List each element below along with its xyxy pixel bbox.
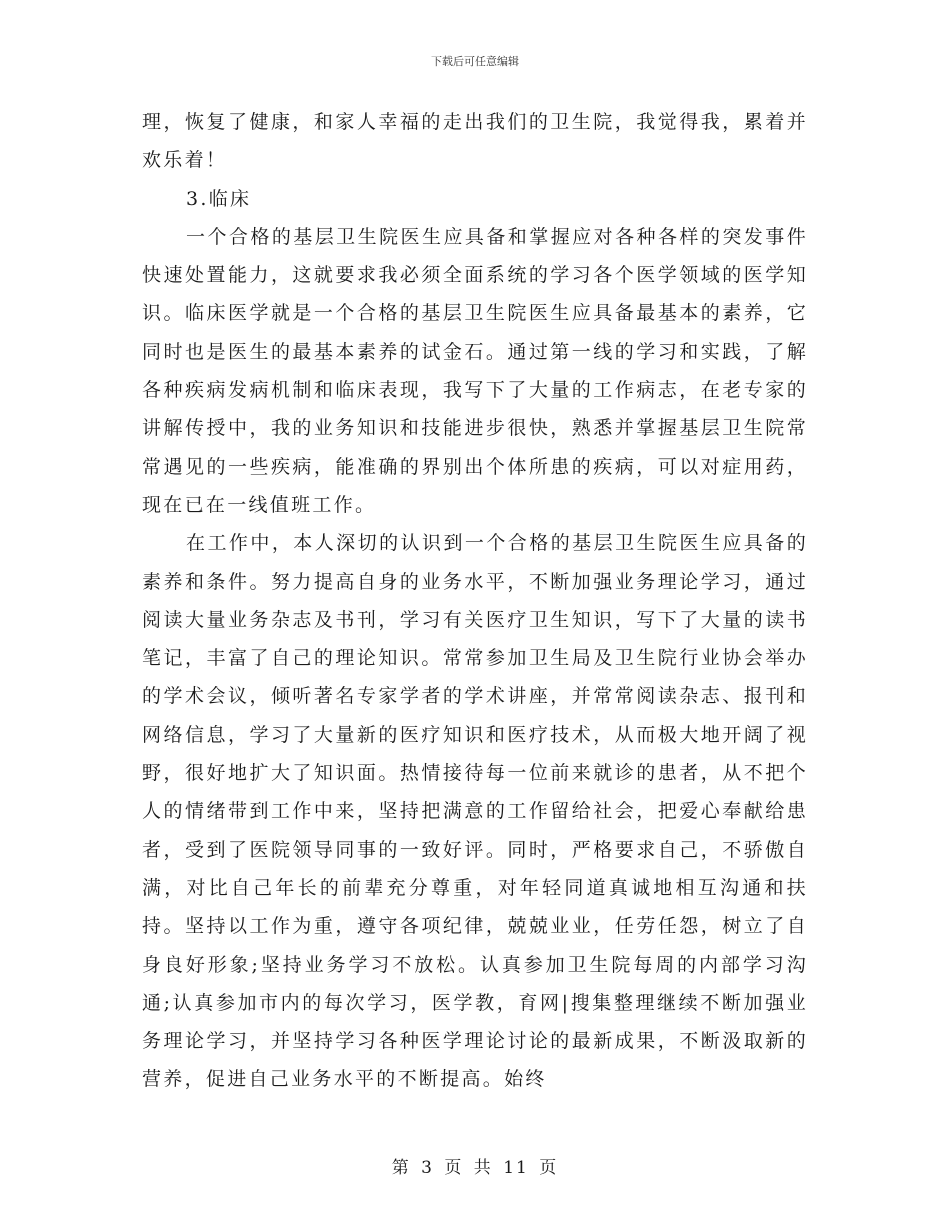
page-number: 第 3 页 共 11 页: [391, 1158, 559, 1178]
document-body: [142, 103, 808, 1099]
paragraph-clinical: 一个合格的基层卫生院医生应具备和掌握应对各种各样的突发事件快速处置能力，这就要求我必须全面系统的学习各个医学领域的医学知识。临床医学就是一个合格的基层卫生院医生应具备最基本的素养，它同时也是医生的最基本素养的试金石。通过第一线的学习和实践，了解各种疾病发病机制和临床表现，我写下了大量的工作病志，在老专家的讲解传授中，我的业务知识和技能进步很快，熟悉并掌握基层卫生院常常遇见的一些疾病，能准确的界别出个体所患的疾病，可以对症用药，现在已在一线值班工作。: [142, 225, 808, 516]
paragraph-work: 在工作中，本人深切的认识到一个合格的基层卫生院医生应具备的素养和条件。努力提高自身的业务水平，不断加强业务理论学习，通过阅读大量业务杂志及书刊，学习有关医疗卫生知识，写下了大量的读书笔记，丰富了自己的理论知识。常常参加卫生局及卫生院行业协会举办的学术会议，倾听著名专家学者的学术讲座，并常常阅读杂志、报刊和网络信息，学习了大量新的医疗知识和医疗技术，从而极大地开阔了视野，很好地扩大了知识面。热情接待每一位前来就诊的患者，从不把个人的情绪带到工作中来，坚持把满意的工作留给社会，把爱心奉献给患者，受到了医院领导同事的一致好评。同时，严格要求自己，不骄傲自满，对比自己年长的前辈充分尊重，对年轻同道真诚地相互沟通和扶持。坚持以工作为重，遵守各项纪律，兢兢业业，任劳任怨，树立了自身良好形象;坚持业务学习不放松。认真参加卫生院每周的内部学习沟通;认真参加市内的每次学习，医学教，育网|搜集整理继续不断加强业务理论学习，并坚持学习各种医学理论讨论的最新成果，不断汲取新的营养，促进自己业务水平的不断提高。始终: [142, 532, 808, 1091]
page-header-note: 下载后可任意编辑: [431, 55, 519, 68]
section-heading: 3.临床: [186, 187, 252, 210]
paragraph-continuation: 理，恢复了健康，和家人幸福的走出我们的卫生院，我觉得我，累着并欢乐着！: [142, 111, 808, 172]
